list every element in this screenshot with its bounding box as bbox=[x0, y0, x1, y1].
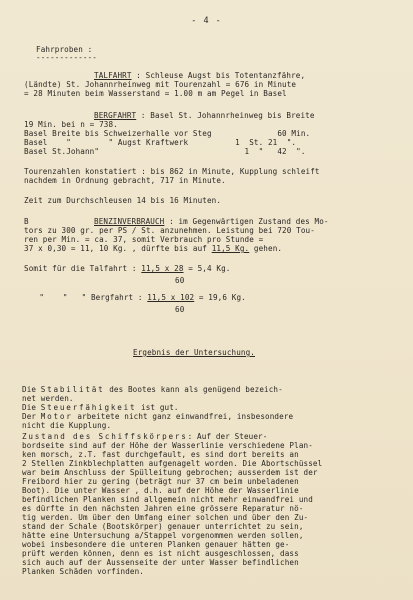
schleusen-line: Zeit zum Durchschleusen 14 bis 16 Minuten. bbox=[24, 196, 222, 205]
bergfahrt-label: BERGFAHRT bbox=[94, 111, 137, 120]
talfahrt-formula: 11,5 x 28 bbox=[141, 264, 184, 273]
body-line: tig werden. Um über den Umfang einer solchen und über den Zu- bbox=[22, 513, 309, 522]
bergfahrt-consumption: " " " Bergfahrt : 11,5 x 102 = 19,6 Kg. bbox=[30, 293, 246, 302]
body-line: bordseite sind auf der Höhe der Wasserlinie verschiedene Plan- bbox=[22, 441, 313, 450]
body-line: sich auch auf der Aussenseite der unter Wasser befindlichen bbox=[22, 558, 299, 567]
section-title-underline: ------------- bbox=[36, 53, 97, 62]
touren-line-2: nachdem in Ordnung gebracht, 717 in Minute. bbox=[24, 176, 226, 185]
stabilitaet-term: Stabilität bbox=[40, 385, 105, 394]
body-line: Boot). Die unter Wasser , d.h. auf der Höhe der Wasserlinie bbox=[22, 486, 299, 495]
talfahrt-label: TALFAHRT bbox=[94, 71, 132, 80]
body-line: hätte eine Untersuchung a/Stappel vorgenommen werden sollen, bbox=[22, 531, 304, 540]
stabilitaet-line-1: Die Stabilität des Bootes kann als genügend bezeich- bbox=[22, 385, 283, 394]
bergfahrt-denominator: 60 bbox=[175, 305, 185, 314]
body-line: es dürfte in den nächsten Jahren eine grössere Reparatur nö- bbox=[22, 504, 304, 513]
talfahrt-denominator: 60 bbox=[175, 276, 185, 285]
steuerfaehigkeit-line: Die Steuerfähigkeit ist gut. bbox=[22, 403, 179, 412]
verbrauch-estimate: 11,5 Kg. bbox=[211, 244, 250, 253]
talfahrt-line-3: = 28 Minuten beim Wasserstand = 1.00 m am Pegel in Basel bbox=[24, 89, 287, 98]
body-line: Planken Schäden vorfinden. bbox=[22, 567, 144, 576]
body-line: prüft werden können, denn es ist nicht ausgeschlossen, dass bbox=[22, 549, 299, 558]
bergfahrt-line-4: Basel " " Augst Kraftwerk 1 St. 21 ". bbox=[24, 138, 297, 147]
touren-line-1: Tourenzahlen konstatiert : bis 862 in Minute, Kupplung schleift bbox=[24, 167, 320, 176]
body-line: stand der Schale (Bootskörper) genauer unterrichtet zu sein, bbox=[22, 522, 304, 531]
bergfahrt-line-3: Basel Breite bis Schweizerhalle vor Steg 60 Min. bbox=[24, 129, 311, 138]
verbrauch-line-4: 37 x 0,30 = 11, 10 Kg. , dürfte bis auf 11,5 Kg. gehen. bbox=[24, 244, 283, 253]
talfahrt-line-2: (Ländte) St. Johannrheinweg mit Tourenzahl = 676 in Minute bbox=[24, 80, 297, 89]
verbrauch-label: BENZINVERBRAUCH bbox=[94, 217, 165, 226]
verbrauch-line-2: tors zu 300 gr. per PS / St. anzunehmen. Leistung bei 720 Tou- bbox=[24, 226, 315, 235]
bergfahrt-line-5: Basel St.Johann" 1 " 42 ". bbox=[24, 147, 306, 156]
verbrauch-line-3: ren per Min. = ca. 37, somit Verbrauch pro Stunde = bbox=[24, 235, 264, 244]
motor-term: Motor bbox=[40, 412, 73, 421]
talfahrt-line-1: TALFAHRT : Schleuse Augst bis Totentanzfähre, bbox=[94, 71, 306, 80]
section-title-fahrproben: Fahrproben : bbox=[36, 45, 93, 54]
motor-line-2: nicht die Kupplung. bbox=[22, 421, 112, 430]
steuerfaehigkeit-term: Steuerfähigkeit bbox=[40, 403, 137, 412]
talfahrt-consumption: Somit für die Talfahrt : 11,5 x 28 = 5,4 Kg. bbox=[24, 264, 231, 273]
verbrauch-line-1: BENZINVERBRAUCH : im Gegenwärtigen Zustand des Mo- bbox=[94, 217, 329, 226]
body-line: 2 Stellen Zinkblechplatten aufgenagelt worden. Die Abortschüssel bbox=[22, 459, 323, 468]
body-line: war beim Anschluss der Spülleitung gebrochen; ausserdem ist der bbox=[22, 468, 318, 477]
body-line: Freibord hier zu gering (beträgt nur 37 cm beim unbeladenen bbox=[22, 477, 299, 486]
motor-line-1: Der Motor arbeitete nicht ganz einwandfrei, insbesondere bbox=[22, 412, 294, 421]
body-line: befindlichen Planken sind allgemein nicht mehr einwandfrei und bbox=[22, 495, 313, 504]
page-number: - 4 - bbox=[191, 16, 222, 26]
bergfahrt-formula: 11,5 x 102 bbox=[147, 293, 195, 302]
schiffskoerper-term: Zustand des Schiffskörpers bbox=[22, 432, 188, 441]
bergfahrt-line-2: 19 Min. bei n = 738. bbox=[24, 120, 118, 129]
stabilitaet-line-2: net werden. bbox=[22, 394, 74, 403]
schiffskoerper-line: Zustand des Schiffskörpers: Auf der Steuer- bbox=[22, 432, 268, 441]
body-line: wobei insbesondere die unteren Planken genauer hätten ge- bbox=[22, 540, 290, 549]
bergfahrt-line-1: BERGFAHRT : Basel St. Johannrheinweg bis Breite bbox=[94, 111, 315, 120]
verbrauch-marker: B bbox=[24, 217, 29, 226]
body-line: ken morsch, z.T. fast durchgefault, es sind dort bereits an bbox=[22, 450, 299, 459]
ergebnis-title: Ergebnis der Untersuchung. bbox=[133, 348, 255, 357]
